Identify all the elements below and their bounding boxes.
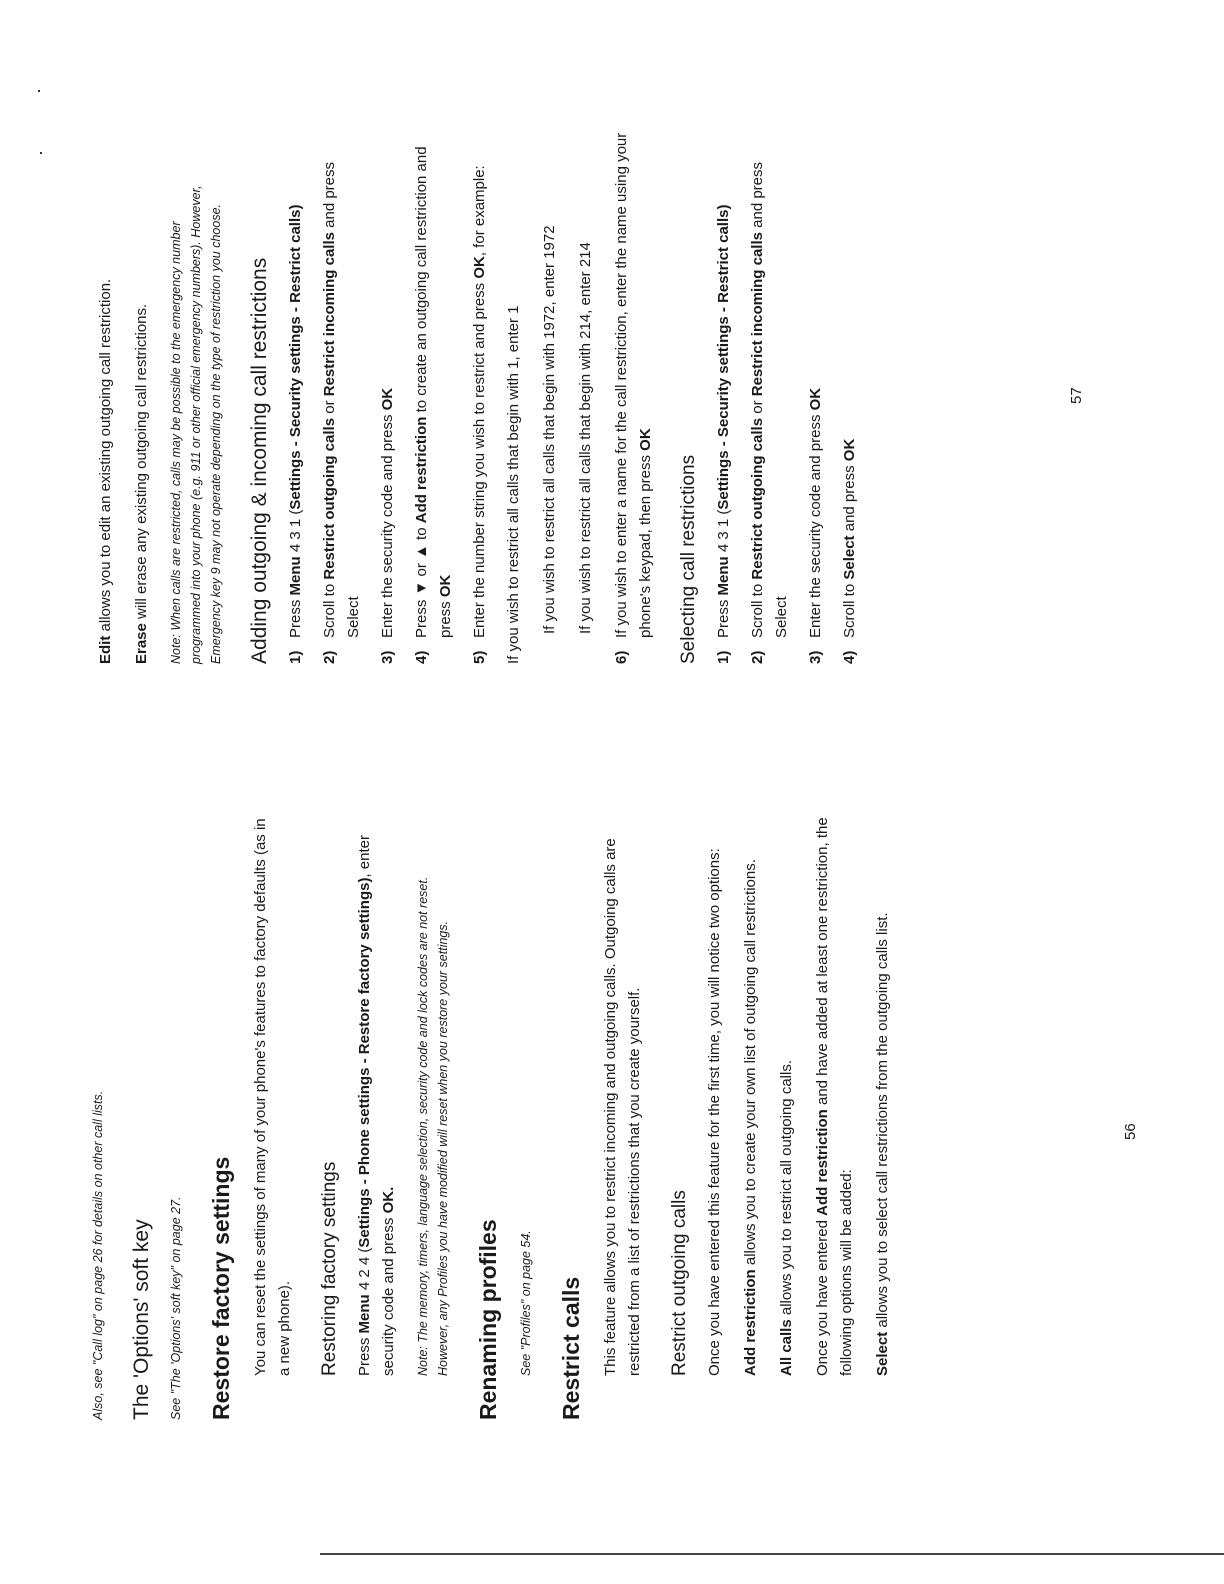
example-3: If you wish to restrict all calls that begin with 214, enter 214: [577, 242, 594, 634]
example-1: If you wish to restrict all calls that begin with 1, enter 1: [505, 305, 522, 664]
restoring-factory-note: Note: The memory, timers, language selection, security code and lock codes are not reset. However, any Profiles you have modified will reset when you restore your settings.: [416, 876, 450, 1376]
restoring-factory-instruction: Press Menu 4 2 4 (Settings - Phone settings - Restore factory settings), enter security code and press OK.: [356, 835, 397, 1376]
example-2: If you wish to restrict all calls that begin with 1972, enter 1972: [541, 225, 558, 634]
renaming-see-note: See "Profiles" on page 54.: [519, 1230, 533, 1376]
list-item: 6) If you wish to enter a name for the call restriction, enter the name using your phone's keypad, then press OK: [613, 132, 654, 664]
restrict-calls-heading: Restrict calls: [558, 1276, 584, 1420]
list-item: 2) Scroll to Restrict outgoing calls or Restrict incoming calls and press Select: [749, 161, 790, 664]
renaming-profiles-heading: Renaming profiles: [475, 1219, 501, 1420]
also-see-note: Also, see "Call log" on page 26 for details on other call lists.: [91, 1090, 105, 1420]
once-entered-text: Once you have entered Add restriction and have added at least one restriction, the following options will be added:: [814, 817, 855, 1376]
list-item: 4) Scroll to Select and press OK: [841, 438, 858, 664]
list-item: 3) Enter the security code and press OK: [379, 387, 396, 664]
bottom-rule: [320, 1553, 1224, 1555]
adding-steps-list: [284, 0, 492, 664]
scan-speck: [40, 152, 42, 154]
restoring-factory-heading: Restoring factory settings: [319, 1161, 340, 1376]
restrict-outgoing-body: Once you have entered this feature for the first time, you will notice two options:: [706, 848, 723, 1376]
page-number-left: 56: [1122, 1123, 1139, 1140]
restrict-outgoing-heading: Restrict outgoing calls: [669, 1190, 690, 1376]
erase-option-text: Erase will erase any existing outgoing call restrictions.: [133, 303, 150, 664]
restore-factory-body: You can reset the settings of many of your phone's features to factory defaults (as in a new phone).: [252, 818, 293, 1376]
all-calls-text: All calls allows you to restrict all outgoing calls.: [778, 1060, 795, 1376]
options-see-note: See "The 'Options' soft key" on page 27.: [169, 1196, 183, 1420]
options-soft-key-heading: The 'Options' soft key: [130, 1219, 153, 1420]
edit-option-text: Edit allows you to edit an existing outgoing call restriction.: [97, 278, 114, 664]
page-number-right: 57: [1068, 387, 1085, 404]
scan-speck: [38, 90, 40, 92]
add-restriction-text: Add restriction allows you to create your own list of outgoing call restrictions.: [742, 859, 759, 1376]
restrict-calls-body: This feature allows you to restrict incoming and outgoing calls. Outgoing calls are restricted from a list of restrictions that you create yourself.: [602, 838, 643, 1376]
emergency-note: Note: When calls are restricted, calls may be possible to the emergency number programmed into your phone (e.g. 911 or other official emergency numbers). However, Emergency key 9 may not operate depending on the type of restriction you choose.: [169, 185, 223, 664]
list-item: 5) Enter the number string you wish to restrict and press OK, for example:: [471, 165, 488, 664]
selecting-steps-list: [712, 0, 862, 664]
list-item: 3) Enter the security code and press OK: [807, 387, 824, 664]
restore-factory-heading: Restore factory settings: [208, 1156, 234, 1420]
right-page: [94, 0, 872, 664]
list-item: 2) Scroll to Restrict outgoing calls or Restrict incoming calls and press Select: [321, 161, 362, 664]
adding-restrictions-heading: Adding outgoing & incoming call restrictions: [248, 257, 271, 664]
list-item: 1) Press Menu 4 3 1 (Settings - Security settings - Restrict calls): [715, 204, 732, 664]
select-option-text: Select allows you to select call restrictions from the outgoing calls list.: [874, 912, 891, 1376]
list-item: 1) Press Menu 4 3 1 (Settings - Security settings - Restrict calls): [287, 204, 304, 664]
selecting-restrictions-heading: Selecting call restrictions: [678, 454, 699, 664]
list-item: 4) Press ▼ or ▲ to Add restriction to create an outgoing call restriction and press OK: [413, 146, 454, 664]
